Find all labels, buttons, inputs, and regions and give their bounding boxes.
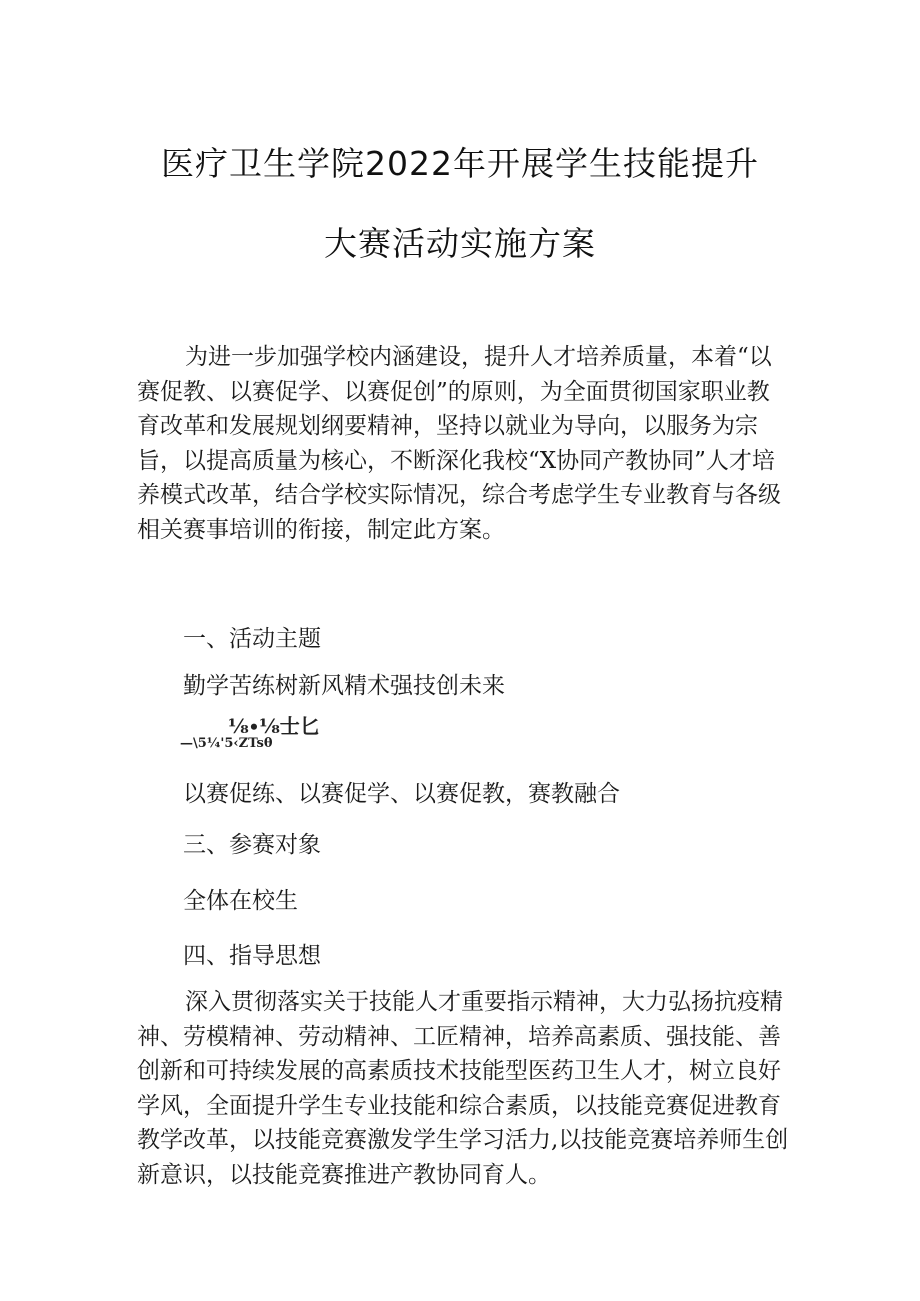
guiding-line: 学风，全面提升学生专业技能和综合素质，以技能竞赛促进教育 — [137, 1092, 781, 1119]
guiding-line: 神、劳模精神、劳动精神、工匠精神，培养高素质、强技能、善 — [137, 1023, 781, 1050]
garbled-text-b: —\5¼'5‹ZTsθ — [180, 736, 273, 751]
intro-line: 赛促教、以赛促学、以赛促创”的原则，为全面贯彻国家职业教 — [137, 378, 770, 405]
section-4-heading: 四、指导思想 — [183, 943, 321, 969]
guiding-line: 新意识，以技能竞赛推进产教协同育人。 — [137, 1161, 551, 1188]
section-1-body: 勤学苦练树新风精术强技创未来 — [183, 673, 505, 699]
garbled-text-a: ⅛∙⅛士匕 — [228, 714, 320, 738]
intro-paragraph — [137, 340, 797, 547]
guiding-line: 创新和可持续发展的高素质技术技能型医药卫生人才，树立良好 — [137, 1058, 781, 1084]
intro-line: 旨，以提高质量为核心，不断深化我校“X协同产教协同”人才培 — [137, 447, 775, 474]
intro-line: 育改革和发展规划纲要精神，坚持以就业为导向，以服务为宗 — [137, 413, 758, 439]
document-title-line-2: 大赛活动实施方案 — [324, 224, 596, 263]
guiding-line: 深入贯彻落实关于技能人才重要指示精神，大力弘扬抗疫精 — [185, 989, 783, 1015]
section-3-heading: 三、参赛对象 — [183, 832, 321, 858]
intro-line: 相关赛事培训的衔接，制定此方案。 — [137, 516, 505, 543]
document-title-line-1: 医疗卫生学院2022年开展学生技能提升 — [161, 144, 759, 183]
section-2-body: 以赛促练、以赛促学、以赛促教，赛教融合 — [183, 781, 620, 807]
guiding-ideas-paragraph — [137, 985, 797, 1192]
section-3-body: 全体在校生 — [183, 888, 298, 914]
intro-line: 为进一步加强学校内涵建设，提升人才培养质量，本着“以 — [185, 344, 772, 370]
section-1-heading: 一、活动主题 — [183, 626, 321, 652]
intro-line: 养模式改革，结合学校实际情况，综合考虑学生专业教育与各级 — [137, 482, 781, 508]
guiding-line: 教学改革，以技能竞赛激发学生学习活力,以技能竞赛培养师生创 — [137, 1127, 789, 1153]
